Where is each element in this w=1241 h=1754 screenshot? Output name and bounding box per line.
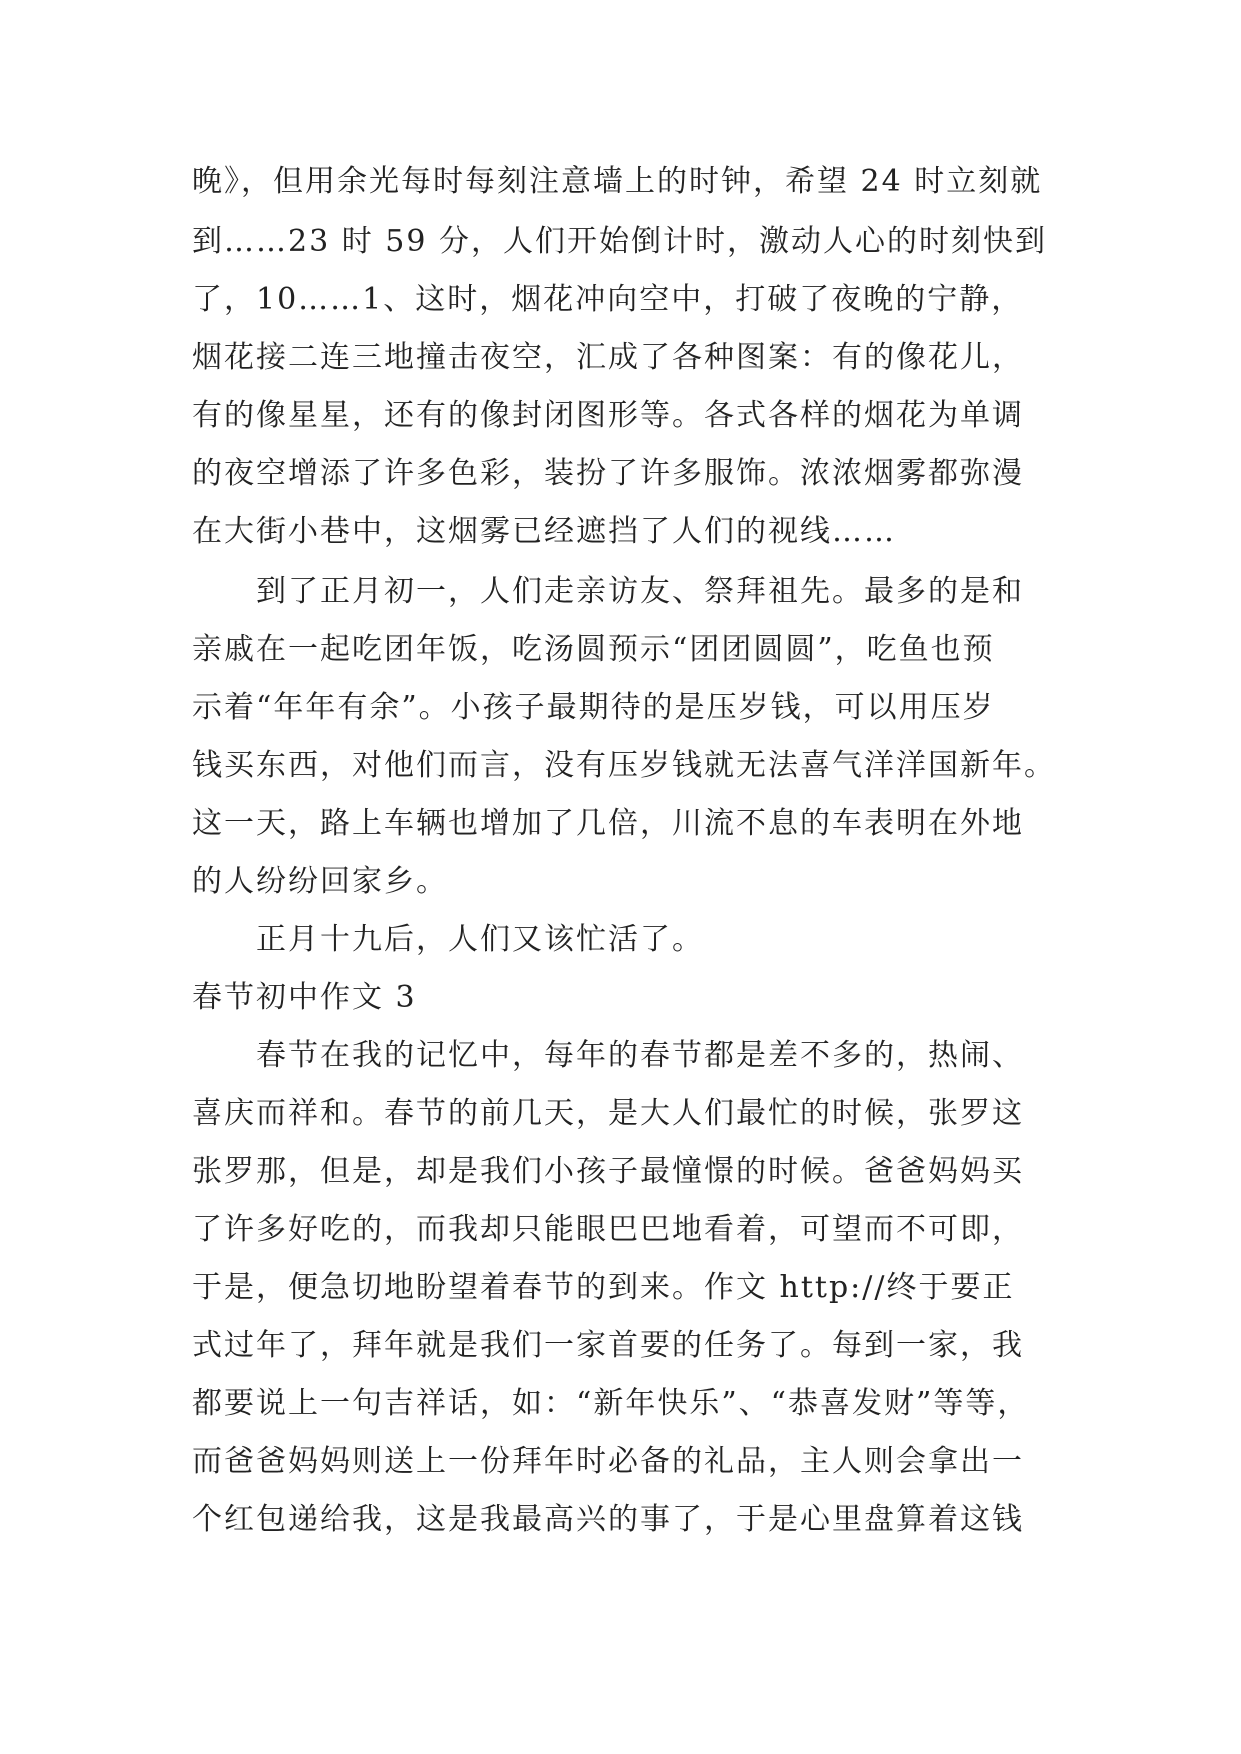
text-line: 式过年了，拜年就是我们一家首要的任务了。每到一家，我 bbox=[192, 1328, 1024, 1363]
text-line: 春节在我的记忆中，每年的春节都是差不多的，热闹、 bbox=[256, 1038, 1024, 1073]
text-line: 晚》，但用余光每时每刻注意墙上的时钟，希望 24 时立刻就 bbox=[192, 164, 1043, 199]
text-line: 这一天，路上车辆也增加了几倍，川流不息的车表明在外地 bbox=[192, 806, 1024, 841]
section-heading: 春节初中作文 3 bbox=[192, 980, 417, 1015]
text-line: 个红包递给我，这是我最高兴的事了，于是心里盘算着这钱 bbox=[192, 1502, 1024, 1537]
text-line: 正月十九后，人们又该忙活了。 bbox=[256, 922, 704, 957]
text-line: 于是，便急切地盼望着春节的到来。作文 http://终于要正 bbox=[192, 1270, 1015, 1305]
text-line: 都要说上一句吉祥话，如：“新年快乐”、“恭喜发财”等等， bbox=[192, 1386, 1030, 1421]
text-line: 有的像星星，还有的像封闭图形等。各式各样的烟花为单调 bbox=[192, 398, 1024, 433]
text-line: 的人纷纷回家乡。 bbox=[192, 864, 448, 899]
text-line: 张罗那，但是，却是我们小孩子最憧憬的时候。爸爸妈妈买 bbox=[192, 1154, 1024, 1189]
text-line: 到了正月初一，人们走亲访友、祭拜祖先。最多的是和 bbox=[256, 574, 1024, 609]
text-line: 到……23 时 59 分，人们开始倒计时，激动人心的时刻快到 bbox=[192, 224, 1047, 259]
text-line: 喜庆而祥和。春节的前几天，是大人们最忙的时候，张罗这 bbox=[192, 1096, 1024, 1131]
text-line: 而爸爸妈妈则送上一份拜年时必备的礼品，主人则会拿出一 bbox=[192, 1444, 1024, 1479]
text-line: 示着“年年有余”。小孩子最期待的是压岁钱，可以用压岁 bbox=[192, 690, 995, 725]
text-line: 钱买东西，对他们而言，没有压岁钱就无法喜气洋洋国新年。 bbox=[192, 748, 1056, 783]
text-line: 亲戚在一起吃团年饭，吃汤圆预示“团团圆圆”，吃鱼也预 bbox=[192, 632, 995, 667]
text-line: 了，10……1、这时，烟花冲向空中，打破了夜晚的宁静， bbox=[192, 282, 1024, 317]
text-line: 了许多好吃的，而我却只能眼巴巴地看着，可望而不可即， bbox=[192, 1212, 1024, 1247]
text-line: 烟花接二连三地撞击夜空，汇成了各种图案：有的像花儿， bbox=[192, 340, 1024, 375]
text-line: 在大街小巷中，这烟雾已经遮挡了人们的视线…… bbox=[192, 514, 896, 549]
text-line: 的夜空增添了许多色彩，装扮了许多服饰。浓浓烟雾都弥漫 bbox=[192, 456, 1024, 491]
